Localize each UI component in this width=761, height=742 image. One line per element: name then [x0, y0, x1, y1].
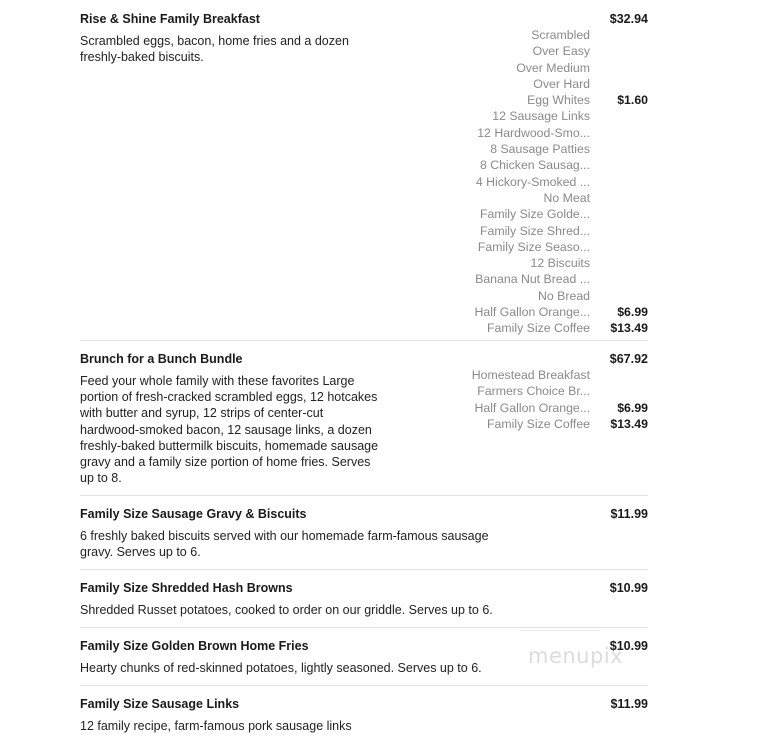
- item-name: Family Size Sausage Gravy & Biscuits: [80, 507, 307, 521]
- option-price: $13.49: [610, 416, 648, 431]
- item-description: Hearty chunks of red-skinned potatoes, lightly seasoned. Serves up to 6.: [80, 661, 482, 675]
- option-row[interactable]: [460, 206, 648, 222]
- item-description: Feed your whole family with these favorites Large portion of fresh-cracked scrambled eggs, 12 hotcakes with butter and syrup, 12 strips of center-cut hardwood-smoked bacon, 12 sausage links, a dozen freshly-baked buttermilk biscuits, homemade sausage gravy and a family size portion of home fries. Serves up to 8.: [80, 374, 379, 486]
- menu-item[interactable]: [80, 569, 648, 628]
- option-label: Family Size Shred...: [479, 223, 590, 238]
- option-row[interactable]: [460, 320, 648, 336]
- item-description: Scrambled eggs, bacon, home fries and a dozen freshly-baked biscuits.: [80, 34, 349, 65]
- option-row[interactable]: [460, 92, 648, 108]
- option-label: No Bread: [538, 288, 590, 303]
- option-row[interactable]: [460, 304, 648, 320]
- option-row[interactable]: [460, 255, 648, 271]
- option-row[interactable]: [460, 239, 648, 255]
- option-price: $6.99: [617, 305, 648, 320]
- option-label: Over Hard: [533, 76, 590, 91]
- watermark-line: [520, 630, 600, 631]
- item-description: Shredded Russet potatoes, cooked to order on our griddle. Serves up to 6.: [80, 603, 493, 617]
- option-label: Half Gallon Orange...: [474, 305, 590, 320]
- item-price: $11.99: [610, 507, 648, 521]
- item-price: $10.99: [609, 639, 648, 653]
- option-label: Family Size Coffee: [487, 321, 590, 336]
- item-name: Family Size Sausage Links: [80, 697, 240, 711]
- option-row[interactable]: [460, 190, 648, 206]
- option-label: 4 Hickory-Smoked ...: [475, 174, 590, 189]
- option-label: 12 Biscuits: [530, 256, 590, 271]
- option-label: Banana Nut Bread ...: [475, 272, 590, 287]
- option-label: Homestead Breakfast: [471, 368, 590, 382]
- item-description: 12 family recipe, farm-famous pork sausage links: [80, 719, 352, 733]
- menu-item[interactable]: [80, 340, 648, 496]
- option-label: 8 Chicken Sausag...: [479, 158, 590, 173]
- option-label: 12 Sausage Links: [492, 109, 590, 124]
- item-price: $10.99: [609, 581, 648, 595]
- option-row[interactable]: [460, 271, 648, 287]
- item-name: Family Size Shredded Hash Browns: [80, 581, 293, 595]
- item-description: 6 freshly baked biscuits served with our homemade farm-famous sausage gravy. Serves up to 6.: [80, 529, 489, 560]
- item-name: Brunch for a Bunch Bundle: [80, 352, 243, 366]
- option-price: $1.60: [617, 93, 648, 108]
- item-price: $67.92: [609, 352, 648, 366]
- option-row[interactable]: [460, 223, 648, 239]
- option-label: No Meat: [543, 190, 590, 205]
- item-name: Rise & Shine Family Breakfast: [80, 12, 260, 26]
- menu-item[interactable]: [80, 685, 648, 742]
- item-name: Family Size Golden Brown Home Fries: [80, 639, 309, 653]
- option-row[interactable]: [460, 400, 648, 416]
- option-row[interactable]: [460, 141, 648, 157]
- menu-item[interactable]: [80, 495, 648, 570]
- watermark-logo: menupix: [528, 644, 624, 668]
- option-row[interactable]: [460, 27, 648, 43]
- item-price: $11.99: [610, 697, 648, 711]
- option-row[interactable]: [460, 416, 648, 432]
- menu-item[interactable]: [80, 2, 648, 340]
- option-label: 12 Hardwood-Smo...: [477, 125, 590, 140]
- item-options: [460, 27, 648, 337]
- option-label: Egg Whites: [527, 93, 590, 108]
- option-row[interactable]: [460, 108, 648, 124]
- option-label: Family Size Coffee: [487, 416, 590, 431]
- option-row[interactable]: [460, 76, 648, 92]
- option-label: Over Medium: [516, 60, 590, 75]
- option-label: Scrambled: [531, 28, 590, 42]
- option-price: $13.49: [610, 321, 648, 336]
- option-row[interactable]: [460, 367, 648, 383]
- option-row[interactable]: [460, 157, 648, 173]
- item-options: [460, 367, 648, 432]
- option-label: Family Size Golde...: [479, 207, 590, 222]
- option-label: Farmers Choice Br...: [477, 384, 590, 399]
- option-label: Over Easy: [532, 44, 590, 59]
- option-label: Family Size Seaso...: [477, 239, 590, 254]
- option-row[interactable]: [460, 125, 648, 141]
- option-label: 8 Sausage Patties: [490, 142, 590, 157]
- option-price: $6.99: [617, 400, 648, 415]
- item-price: $32.94: [609, 12, 648, 26]
- option-row[interactable]: [460, 43, 648, 59]
- option-row[interactable]: [460, 288, 648, 304]
- option-row[interactable]: [460, 383, 648, 399]
- option-row[interactable]: [460, 60, 648, 76]
- option-label: Half Gallon Orange...: [474, 400, 590, 415]
- option-row[interactable]: [460, 174, 648, 190]
